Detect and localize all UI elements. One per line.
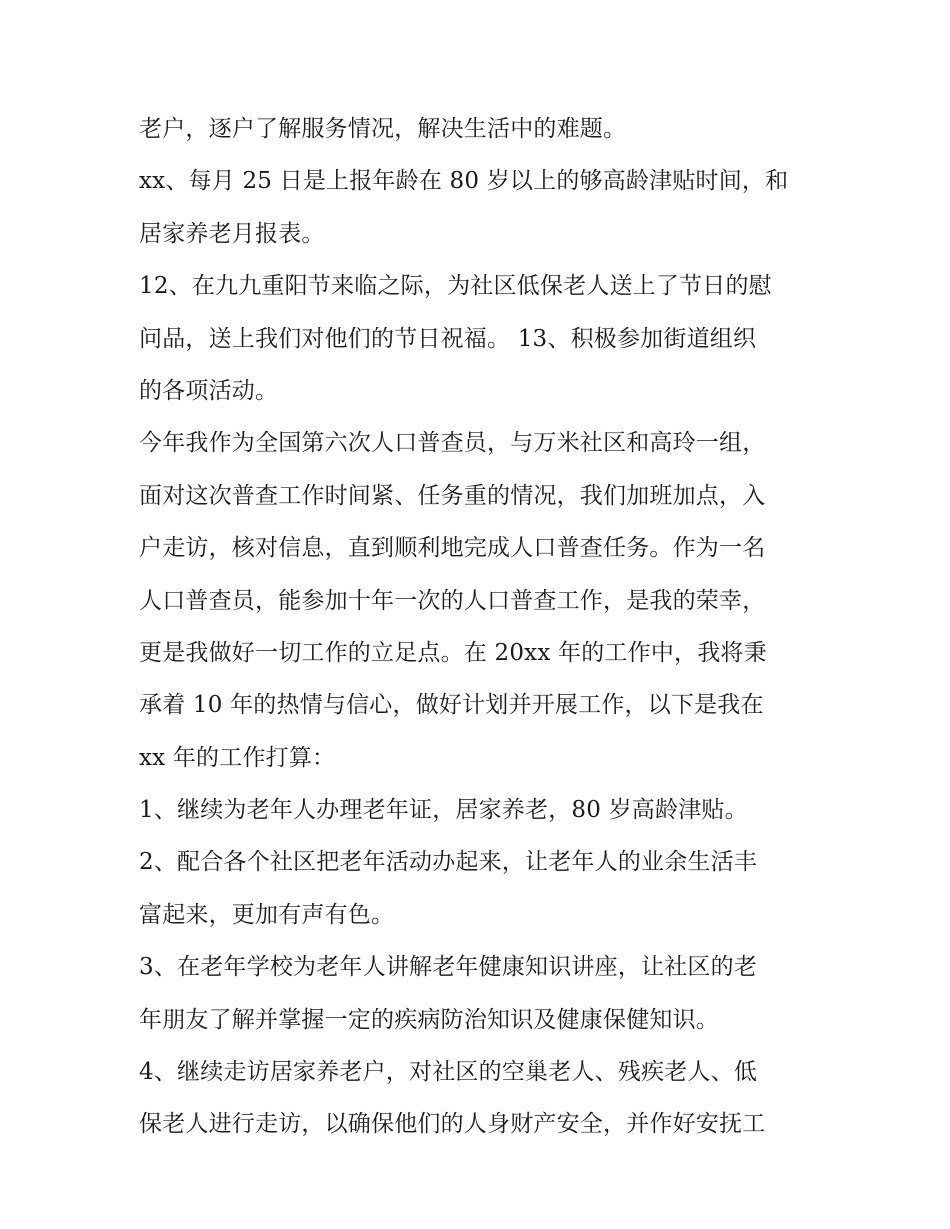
text-line: 今年我作为全国第六次人口普查员，与万米社区和高玲一组， [139,430,766,457]
text-line: 问品，送上我们对他们的节日祝福。 13、积极参加街道组织 [139,325,757,352]
text-line: 12、在九九重阳节来临之际，为社区低保老人送上了节日的慰 [139,273,772,300]
text-line: xx 年的工作打算： [139,744,336,771]
text-line: 户走访，核对信息，直到顺利地完成人口普查任务。作为一名 [139,535,766,562]
text-line: 2、配合各个社区把老年活动办起来，让老年人的业余生活丰 [139,849,758,876]
text-line: 人口普查员，能参加十年一次的人口普查工作，是我的荣幸， [139,587,766,614]
text-line: 老户，逐户了解服务情况，解决生活中的难题。 [139,116,627,142]
text-line: 4、继续走访居家养老户，对社区的空巢老人、残疾老人、低 [139,1059,758,1086]
text-line: 富起来，更加有声有色。 [139,901,395,928]
text-line: 面对这次普查工作时间紧、任务重的情况，我们加班加点，入 [139,482,766,509]
text-line: 的各项活动。 [139,377,279,404]
text-line: 年朋友了解并掌握一定的疾病防治知识及健康保健知识。 [139,1006,719,1033]
document-body [139,103,829,1151]
text-line: 保老人进行走访，以确保他们的人身财产安全，并作好安抚工 [139,1111,766,1138]
text-line: 3、在老年学校为老年人讲解老年健康知识讲座，让社区的老 [139,954,758,981]
text-line: 1、继续为老年人办理老年证，居家养老，80 岁高龄津贴。 [139,797,748,824]
text-line: 更是我做好一切工作的立足点。在 20xx 年的工作中，我将秉 [139,639,767,666]
text-line: xx、每月 25 日是上报年龄在 80 岁以上的够高龄津贴时间，和 [139,168,789,195]
text-line: 居家养老月报表。 [139,220,325,247]
text-line: 承着 10 年的热情与信心，做好计划并开展工作，以下是我在 [139,692,764,719]
